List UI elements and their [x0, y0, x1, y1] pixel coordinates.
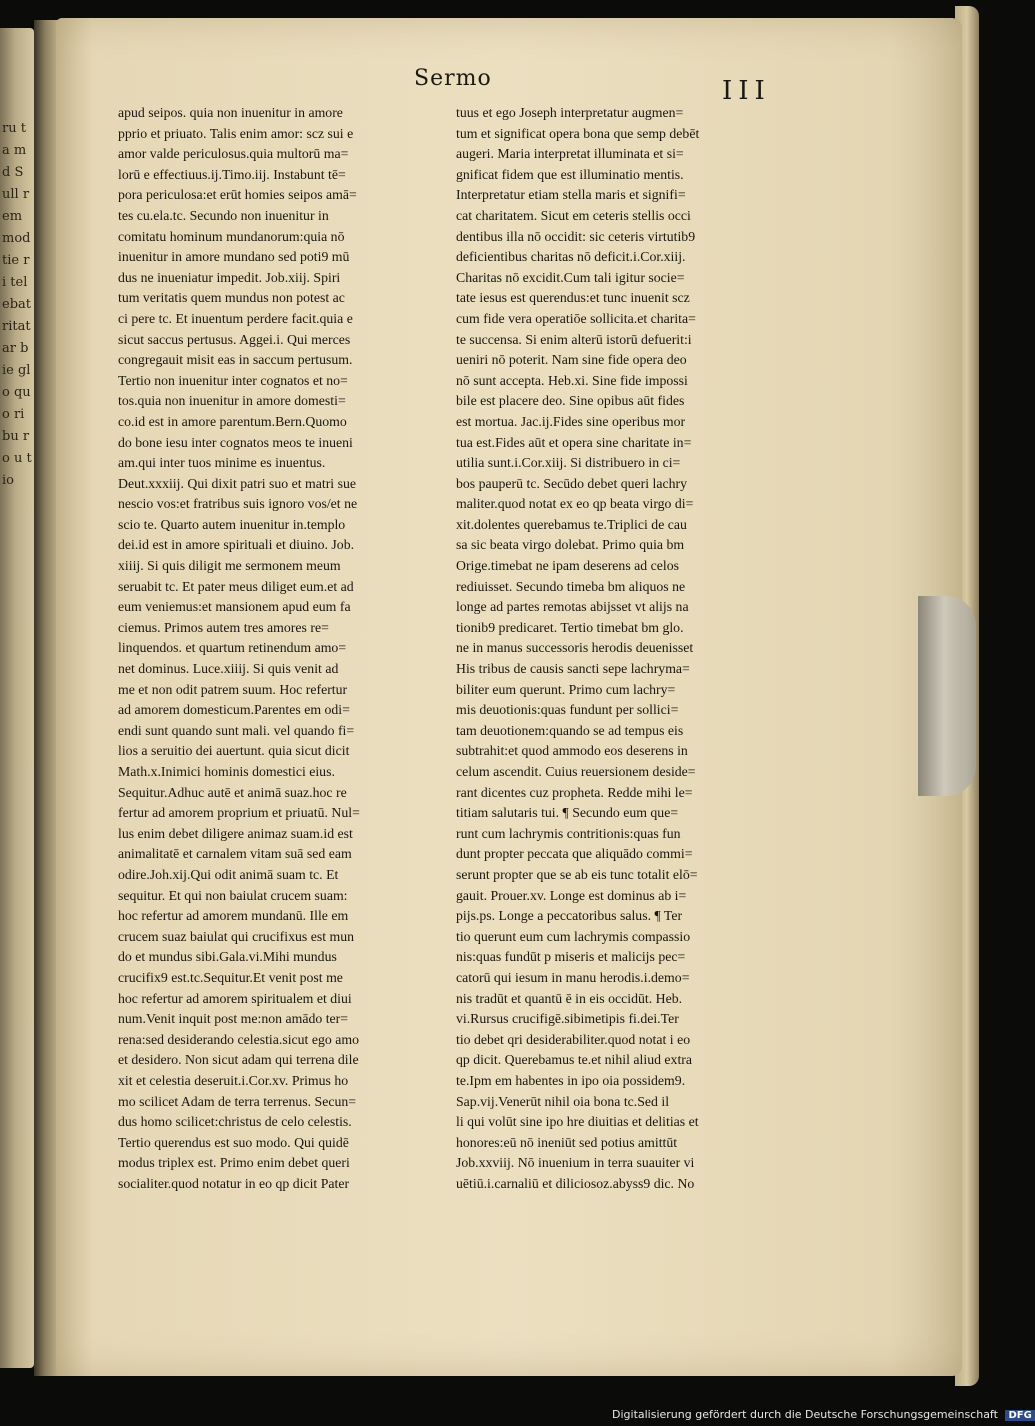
- text-line: xiiij. Si quis diligit me sermonem meum: [118, 558, 341, 574]
- text-line: tum veritatis quem mundus non potest ac: [118, 290, 345, 306]
- text-line: Math.x.Inimici hominis domestici eius.: [118, 764, 335, 779]
- text-line: te.Ipm em habentes in ipo oia possidem9.: [456, 1072, 686, 1088]
- text-line: ciemus. Primos autem tres amores re=: [118, 619, 329, 635]
- text-line: Deut.xxxiij. Qui dixit patri suo et matri sue: [118, 475, 356, 491]
- text-line: tate iesus est querendus:et tunc inuenit scz: [456, 290, 690, 306]
- text-line: deficientibus charitas nō deficit.i.Cor.xiij.: [456, 249, 686, 265]
- text-line: ueniri nō poterit. Nam sine fide opera deo: [456, 352, 687, 368]
- text-line: cum fide vera operatiōe sollicita.et charita=: [456, 310, 696, 326]
- text-line: socialiter.quod notatur in eo qp dicit Pater: [118, 1175, 350, 1191]
- text-line: vi.Rursus crucifigē.sibimetipis fi.dei.Ter: [456, 1011, 679, 1027]
- text-line: Job.xxviij. Nō inuenium in terra suauiter vi: [456, 1155, 695, 1171]
- text-line: nis:quas fundūt p miseris et malicijs pec=: [456, 949, 686, 965]
- text-line: lios a seruitio dei auertunt. quia sicut dicit: [118, 743, 350, 759]
- text-line: pora periculosa:et erūt homies seipos amā=: [118, 187, 357, 203]
- text-line: qp dicit. Querebamus te.et nihil aliud extra: [456, 1052, 693, 1068]
- text-line: rant dicentes cuz propheta. Redde mihi le=: [456, 784, 693, 800]
- text-line: lus enim debet diligere animaz suam.id est: [118, 825, 353, 841]
- text-line: tes cu.ela.tc. Secundo non inuenitur in: [118, 207, 329, 223]
- text-line: cat charitatem. Sicut em ceteris stellis occi: [456, 207, 691, 223]
- text-line: tio debet qri desiderabiliter.quod notat i eo: [456, 1031, 691, 1047]
- text-line: li qui volūt sine ipo hre diuitias et delitias et: [456, 1114, 699, 1130]
- text-line: comitatu hominum mundanorum:quia nō: [118, 228, 345, 244]
- page-clip: [918, 596, 976, 796]
- text-line: celum ascendit. Cuius reuersionem deside=: [456, 764, 696, 779]
- text-line: sicut saccus pertusus. Aggei.i. Qui merces: [118, 331, 351, 347]
- text-line: rena:sed desiderando celestia.sicut ego amo: [118, 1031, 359, 1047]
- text-line: xit.dolentes querebamus te.Triplici de cau: [456, 516, 687, 532]
- text-line: num.Venit inquit post me:non amādo ter=: [118, 1011, 349, 1027]
- text-line: His tribus de causis sancti sepe lachryma=: [456, 661, 690, 677]
- text-line: hoc refertur ad amorem mundanū. Ille em: [118, 908, 349, 924]
- text-line: eum veniemus:et mansionem apud eum fa: [118, 599, 351, 615]
- text-line: apud seipos. quia non inuenitur in amore: [118, 105, 343, 120]
- text-line: serunt propter que se ab eis tunc totalit elō=: [456, 866, 698, 882]
- text-line: crucem suaz baiulat qui crucifixus est mun: [118, 928, 355, 944]
- text-line: mis deuotionis:quas fundunt per sollici=: [456, 702, 679, 718]
- text-line: xit et celestia deseruit.i.Cor.xv. Primus ho: [118, 1072, 349, 1088]
- text-line: nis tradūt et quantū ē in eis occidūt. Heb.: [456, 990, 683, 1006]
- text-line: est mortua. Jac.ij.Fides sine operibus mor: [456, 413, 686, 429]
- text-line: subtrahit:et quod ammodo eos deserens in: [456, 743, 688, 759]
- text-line: linquendos. et quartum retinendum amo=: [118, 640, 347, 656]
- text-line: dei.id est in amore spirituali et diuino. Job.: [118, 537, 355, 553]
- text-line: do bone iesu inter cognatos meos te inueni: [118, 434, 353, 450]
- facing-page-edge: [0, 28, 34, 1368]
- text-line: uētiū.i.carnaliū et diliciosoz.abyss9 dic. No: [456, 1175, 695, 1191]
- text-line: tua est.Fides aūt et opera sine charitate in=: [456, 434, 692, 450]
- text-line: te succensa. Si enim alterū istorū defuerit:i: [456, 331, 692, 347]
- credit-text: Digitalisierung gefördert durch die Deutsche Forschungsgemeinschaft: [612, 1408, 998, 1421]
- text-line: nō sunt accepta. Heb.xi. Sine fide impossi: [456, 372, 688, 388]
- text-line: titiam salutaris tui. ¶ Secundo eum que=: [456, 805, 679, 821]
- text-line: gauit. Prouer.xv. Longe est dominus ab i=: [456, 887, 687, 903]
- text-line: biliter eum querunt. Primo cum lachry=: [456, 681, 676, 697]
- text-line: am.qui inter tuos minime es inuentus.: [118, 455, 326, 471]
- text-line: ne in manus successoris herodis deuenisset: [456, 640, 694, 656]
- text-line: tuus et ego Joseph interpretatur augmen=: [456, 105, 684, 120]
- text-line: sequitur. Et qui non baiulat crucem suam:: [118, 887, 348, 903]
- text-line: odire.Joh.xij.Qui odit animā suam tc. Et: [118, 866, 339, 882]
- text-line: dus ne inueniatur impedit. Job.xiij. Spiri: [118, 269, 341, 285]
- text-line: ad amorem domesticum.Parentes em odi=: [118, 702, 350, 718]
- text-line: nescio vos:et fratribus suis ignoro vos/et ne: [118, 496, 358, 512]
- text-line: et desidero. Non sicut adam qui terrena dile: [118, 1052, 359, 1068]
- text-line: Sap.vij.Venerūt nihil oia bona tc.Sed il: [456, 1093, 670, 1109]
- text-line: net dominus. Luce.xiiij. Si quis venit ad: [118, 661, 339, 677]
- text-line: bos pauperū tc. Secūdo debet queri lachry: [456, 475, 688, 491]
- text-line: amor valde periculosus.quia multorū ma=: [118, 146, 349, 162]
- text-line: animalitatē et carnalem vitam suā sed eam: [118, 846, 352, 862]
- text-line: tum et significat opera bona que semp debēt: [456, 125, 700, 141]
- text-line: maliter.quod notat ex eo qp beata virgo di=: [456, 496, 694, 512]
- text-line: Tertio querendus est suo modo. Qui quidē: [118, 1134, 349, 1150]
- text-line: scio te. Quarto autem inuenitur in.templo: [118, 516, 346, 532]
- text-line: co.id est in amore parentum.Bern.Quomo: [118, 413, 347, 429]
- text-line: dunt propter peccata que aliquādo commi=: [456, 846, 693, 862]
- text-line: pprio et priuato. Talis enim amor: scz sui e: [118, 125, 354, 141]
- text-line: tionib9 predicaret. Tertio timebat bm glo.: [456, 619, 684, 635]
- text-line: congregauit misit eas in saccum pertusum.: [118, 352, 353, 368]
- text-line: Orige.timebat ne ipam deserens ad celos: [456, 558, 679, 574]
- text-line: gnificat fidem que est illuminatio mentis.: [456, 166, 684, 182]
- text-line: Sequitur.Adhuc autē et animā suaz.hoc re: [118, 784, 347, 800]
- text-line: Tertio non inuenitur inter cognatos et no=: [118, 372, 348, 388]
- text-line: lorū e effectiuus.ij.Timo.iij. Instabunt tē=: [118, 166, 346, 182]
- text-line: ci pere tc. Et inuentum perdere facit.quia e: [118, 310, 353, 326]
- text-line: pijs.ps. Longe a peccatoribus salus. ¶ Ter: [456, 908, 683, 924]
- text-line: runt cum lachrymis contritionis:quas fun: [456, 825, 681, 841]
- digitization-credit: [612, 1408, 1035, 1421]
- folio-number: III: [722, 76, 771, 106]
- text-line: utilia sunt.i.Cor.xiij. Si distribuero in ci=: [456, 455, 681, 471]
- text-line: augeri. Maria interpretat illuminata et si=: [456, 146, 684, 162]
- text-line: rediuisset. Secundo timeba bm aliquos ne: [456, 578, 686, 594]
- text-line: seruabit tc. Et pater meus diliget eum.et ad: [118, 578, 354, 594]
- dfg-logo: DFG: [1005, 1410, 1034, 1421]
- text-line: Charitas nō excidit.Cum tali igitur socie=: [456, 269, 685, 285]
- text-line: tio querunt eum cum lachrymis compassio: [456, 928, 691, 944]
- text-line: longe ad partes remotas abijsset vt alijs na: [456, 599, 689, 615]
- text-line: tam deuotionem:quando se ad tempus eis: [456, 722, 684, 738]
- text-column-right: [456, 103, 820, 1194]
- text-line: dus homo scilicet:christus de celo celestis.: [118, 1114, 352, 1130]
- facing-page-text: ru ta m d S ull rem mod tie ri tel ebat ritat ar bie glo quo ribu ro u tio: [2, 121, 32, 488]
- text-line: do et mundus sibi.Gala.vi.Mihi mundus: [118, 949, 337, 965]
- text-line: fertur ad amorem proprium et priuatū. Nul=: [118, 805, 360, 821]
- text-line: crucifix9 est.tc.Sequitur.Et venit post me: [118, 969, 343, 985]
- text-line: inuenitur in amore mundano sed poti9 mū: [118, 249, 350, 265]
- text-line: me et non odit patrem suum. Hoc refertur: [118, 681, 348, 697]
- text-line: catorū qui iesum in manu herodis.i.demo=: [456, 969, 690, 985]
- text-line: hoc refertur ad amorem spiritualem et diui: [118, 990, 352, 1006]
- text-line: Interpretatur etiam stella maris et signifi=: [456, 187, 686, 203]
- text-line: modus triplex est. Primo enim debet queri: [118, 1155, 350, 1171]
- text-line: honores:eū nō ineniūt sed potius amittūt: [456, 1134, 678, 1150]
- text-line: mo scilicet Adam de terra terrenus. Secun=: [118, 1093, 357, 1109]
- text-line: dentibus illa nō occidit: sic ceteris virtutib9: [456, 228, 696, 244]
- running-title: Sermo: [414, 66, 492, 91]
- text-line: sa sic beata virgo dolebat. Primo quia bm: [456, 537, 685, 553]
- text-line: tos.quia non inuenitur in amore domesti=: [118, 393, 346, 409]
- text-column-left: [118, 103, 456, 1194]
- text-line: endi sunt quando sunt mali. vel quando fi=: [118, 722, 355, 738]
- text-line: bile est placere deo. Sine opibus aūt fides: [456, 393, 685, 409]
